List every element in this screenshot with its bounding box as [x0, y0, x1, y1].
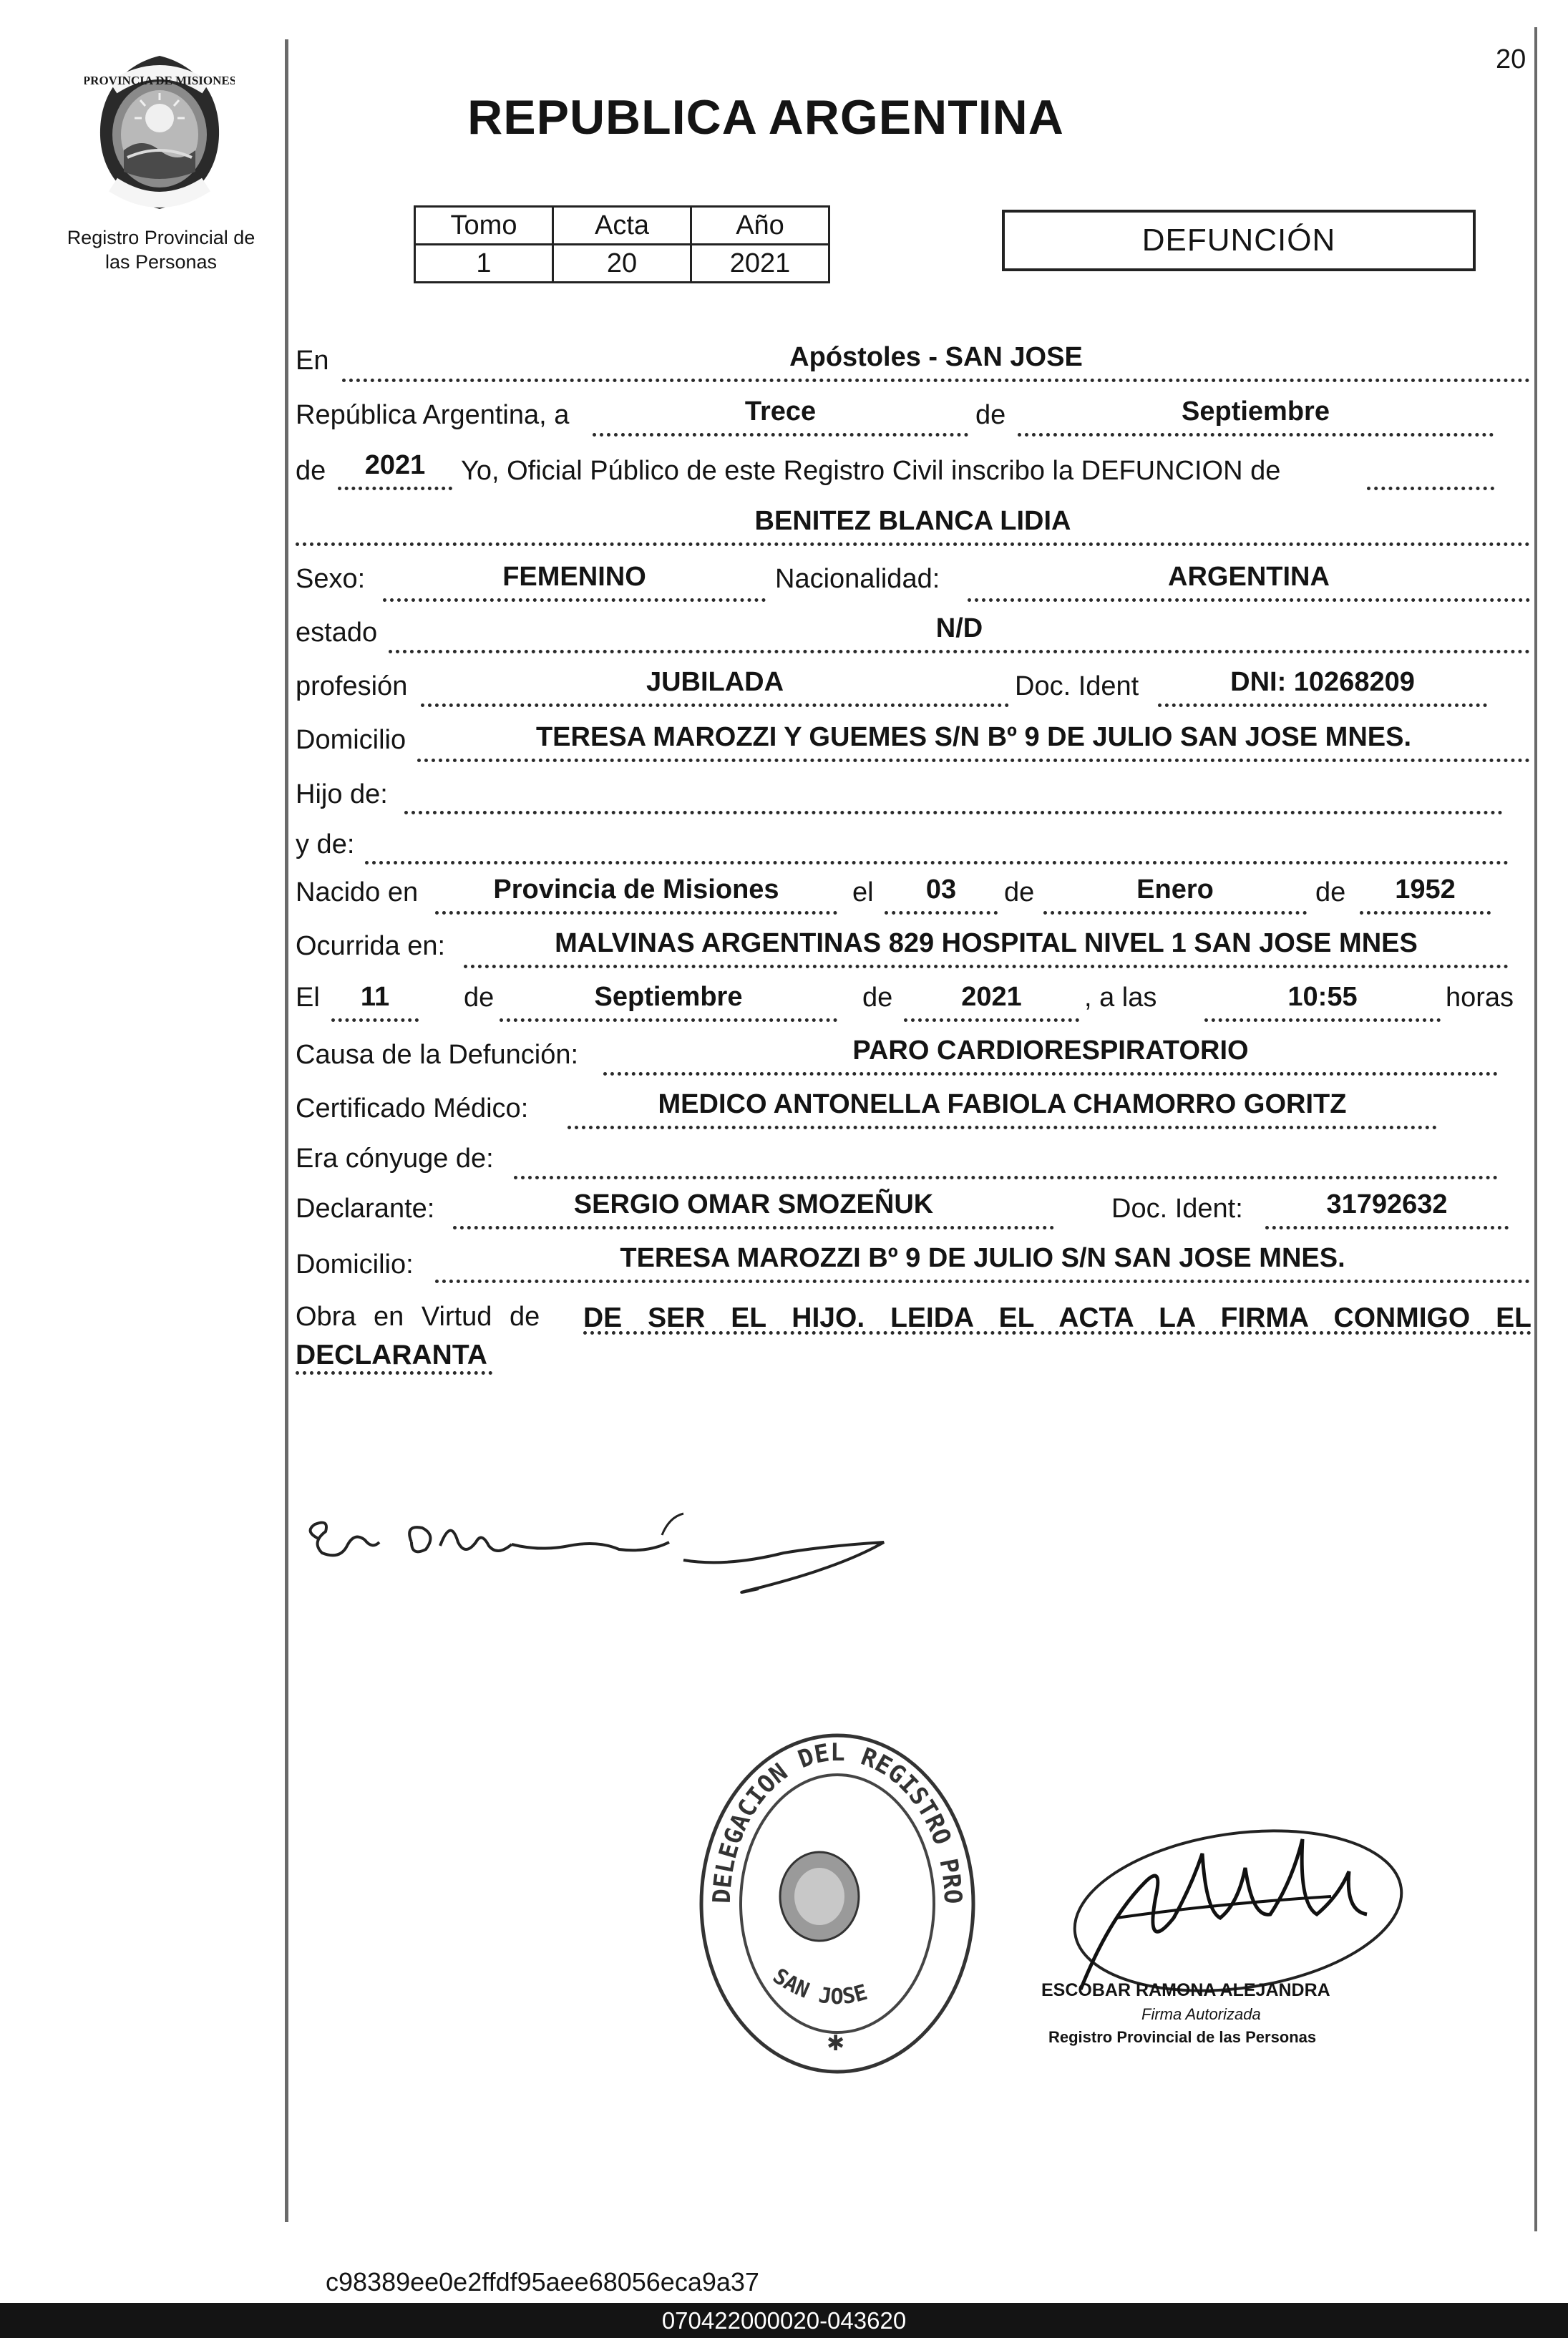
obra-line-2-dots	[296, 1371, 492, 1375]
page-number: 20	[1496, 44, 1526, 74]
value-birth-place: Provincia de Misiones	[493, 875, 779, 905]
field-declarant	[453, 1184, 1054, 1229]
field-birth-month	[1043, 870, 1307, 915]
field-doc-ident	[1158, 662, 1487, 707]
issuing-organization	[50, 225, 272, 274]
label-declarante: Declarante:	[296, 1194, 435, 1224]
seal-outer-text: DELEGACION DEL REGISTRO PRO	[707, 1738, 968, 1905]
field-father	[404, 769, 1503, 814]
label-domicilio-declarant: Domicilio:	[296, 1250, 414, 1280]
obra-line-1: DE SER EL HIJO. LEIDA EL ACTA LA FIRMA CONMIGO EL	[583, 1302, 1532, 1333]
value-civil-status: N/D	[935, 613, 983, 643]
field-year	[338, 445, 452, 490]
obra-line-1-dots	[583, 1331, 1532, 1335]
declarant-signature	[297, 1474, 905, 1660]
field-profession	[421, 662, 1009, 707]
field-deceased-name	[296, 501, 1530, 546]
field-nationality	[968, 557, 1530, 602]
value-death-month: Septiembre	[594, 982, 743, 1012]
seal-inner-text: SAN JOSE	[768, 1963, 871, 2010]
official-role: Firma Autorizada	[1141, 2005, 1261, 2023]
official-signature	[1031, 1796, 1417, 1997]
label-conyuge: Era cónyuge de:	[296, 1144, 494, 1174]
label-de-month: de	[975, 400, 1006, 430]
field-death-month	[500, 977, 837, 1022]
value-death-time: 10:55	[1287, 982, 1358, 1012]
right-margin-rule	[1534, 27, 1537, 2231]
tomo-acta-ano-table	[414, 205, 830, 283]
label-certificado: Certificado Médico:	[296, 1093, 529, 1124]
label-horas: horas	[1446, 983, 1514, 1013]
obra-line-2: DECLARANTA	[296, 1340, 487, 1370]
field-birth-day	[885, 870, 998, 915]
field-declarant-address	[435, 1238, 1530, 1283]
label-de-death-month: de	[464, 983, 495, 1013]
org-line-2: las Personas	[104, 251, 218, 273]
value-year: 2021	[364, 450, 426, 480]
field-address	[417, 717, 1530, 762]
field-civil-status	[389, 608, 1530, 653]
label-nacionalidad: Nacionalidad:	[775, 564, 940, 594]
field-birth-place	[435, 870, 837, 915]
value-cause: PARO CARDIORESPIRATORIO	[852, 1036, 1249, 1066]
value-nationality: ARGENTINA	[1168, 562, 1330, 592]
document-type-box: DEFUNCIÓN	[1002, 210, 1476, 271]
value-birth-day: 03	[925, 875, 957, 905]
label-nacido-en: Nacido en	[296, 877, 419, 907]
field-place	[342, 337, 1530, 382]
field-declarant-doc	[1265, 1184, 1509, 1229]
label-yo-oficial: Yo, Oficial Público de este Registro Civil inscribo la DEFUNCION de	[461, 456, 1281, 486]
registry-seal-stamp	[687, 1725, 988, 2083]
value-profession: JUBILADA	[646, 667, 784, 697]
field-medical-certificate	[568, 1084, 1437, 1129]
logo-lettering: PROVINCIA DE MISIONES	[84, 74, 235, 87]
field-death-location	[464, 923, 1509, 968]
label-domicilio: Domicilio	[296, 725, 406, 755]
field-blank-trailing	[1367, 445, 1494, 490]
value-place: Apóstoles - SAN JOSE	[789, 342, 1083, 372]
label-y-de: y de:	[296, 829, 355, 859]
value-death-day: 11	[360, 982, 390, 1012]
left-margin-rule	[285, 39, 288, 2222]
field-month	[1018, 391, 1494, 437]
official-name: ESCOBAR RAMONA ALEJANDRA	[1041, 1980, 1330, 2000]
label-de-year: de	[296, 456, 326, 486]
label-estado: estado	[296, 618, 378, 648]
label-ocurrida-en: Ocurrida en:	[296, 931, 446, 961]
field-mother	[365, 819, 1509, 864]
label-a-las: , a las	[1084, 983, 1157, 1013]
label-causa: Causa de la Defunción:	[296, 1040, 579, 1070]
label-sexo: Sexo:	[296, 564, 366, 594]
label-profesion: profesión	[296, 671, 408, 701]
value-medical-certificate: MEDICO ANTONELLA FABIOLA CHAMORRO GORITZ	[658, 1089, 1347, 1119]
official-organization: Registro Provincial de las Personas	[1048, 2028, 1317, 2046]
label-obra-en-virtud: Obra en Virtud de	[296, 1302, 540, 1332]
label-doc-ident-declarant: Doc. Ident:	[1111, 1194, 1243, 1224]
label-el-death: El	[296, 983, 320, 1013]
ref-header-tomo: Tomo	[415, 207, 553, 245]
page-title: REPUBLICA ARGENTINA	[467, 90, 1064, 145]
label-de-death-year: de	[862, 983, 893, 1013]
field-death-time	[1204, 977, 1441, 1022]
label-hijo-de: Hijo de:	[296, 779, 388, 809]
value-declarant-doc: 31792632	[1326, 1189, 1448, 1219]
org-line-1: Registro Provincial de	[67, 227, 255, 248]
value-day-words: Trece	[744, 396, 817, 427]
field-day-words	[593, 391, 968, 437]
value-declarant-address: TERESA MAROZZI Bº 9 DE JULIO S/N SAN JOSE MNES.	[620, 1243, 1345, 1273]
field-death-year	[904, 977, 1079, 1022]
ref-header-ano: Año	[691, 207, 829, 245]
ref-table-header-row	[415, 207, 829, 245]
label-de-birth-month: de	[1004, 877, 1035, 907]
field-birth-year	[1360, 870, 1491, 915]
label-el-birth: el	[852, 877, 874, 907]
label-de-birth-year: de	[1315, 877, 1346, 907]
value-month: Septiembre	[1182, 396, 1330, 427]
barcode-id-bar: 070422000020-043620	[0, 2303, 1568, 2338]
value-doc-ident: DNI: 10268209	[1230, 667, 1415, 697]
province-emblem-logo	[84, 50, 235, 215]
field-cause	[603, 1031, 1498, 1076]
ref-header-acta: Acta	[553, 207, 691, 245]
ref-value-tomo: 1	[415, 245, 553, 283]
label-republica-a: República Argentina, a	[296, 400, 570, 430]
value-address: TERESA MAROZZI Y GUEMES S/N Bº 9 DE JULIO SAN JOSE MNES.	[535, 722, 1412, 752]
value-deceased-name: BENITEZ BLANCA LIDIA	[754, 506, 1071, 536]
label-en: En	[296, 346, 329, 376]
field-spouse	[514, 1134, 1498, 1179]
ref-value-ano: 2021	[691, 245, 829, 283]
value-sex: FEMENINO	[502, 562, 646, 592]
ref-value-acta: 20	[553, 245, 691, 283]
ref-table-value-row	[415, 245, 829, 283]
value-birth-month: Enero	[1136, 875, 1214, 905]
value-death-year: 2021	[961, 982, 1022, 1012]
document-hash: c98389ee0e2ffdf95aee68056eca9a37	[326, 2267, 759, 2296]
field-death-day	[331, 977, 419, 1022]
field-sex	[383, 557, 766, 602]
label-doc-ident: Doc. Ident	[1015, 671, 1139, 701]
value-death-location: MALVINAS ARGENTINAS 829 HOSPITAL NIVEL 1 SAN JOSE MNES	[555, 928, 1418, 958]
seal-star-icon: ✱	[827, 2032, 845, 2055]
value-declarant: SERGIO OMAR SMOZEÑUK	[573, 1189, 934, 1219]
value-birth-year: 1952	[1395, 875, 1456, 905]
